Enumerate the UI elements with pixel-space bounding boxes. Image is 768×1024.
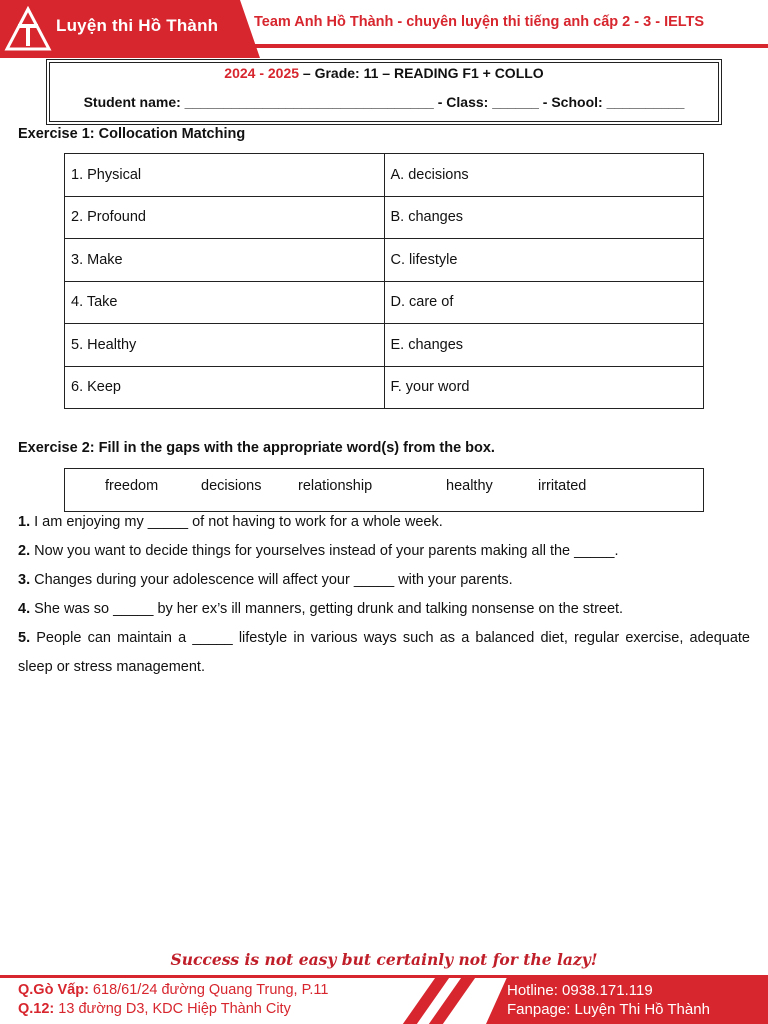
question-text: People can maintain a _____ lifestyle in various ways such as a balanced diet, regular exercise, adequate sleep or stress management. <box>18 630 750 675</box>
question-number: 5. <box>18 630 31 646</box>
table-cell-right: F. your word <box>384 366 704 409</box>
word-bank-box <box>64 468 704 512</box>
table-row <box>65 239 704 282</box>
word-bank-item: relationship <box>298 478 373 494</box>
question-1 <box>18 508 750 537</box>
table-row <box>65 196 704 239</box>
header-banner <box>0 0 768 58</box>
table-cell-right: B. changes <box>384 196 704 239</box>
question-3 <box>18 566 750 595</box>
footer-address-1 <box>18 982 329 998</box>
collocation-matching-table <box>64 153 704 409</box>
word-bank-item: freedom <box>105 478 159 494</box>
worksheet-title-box <box>46 59 722 125</box>
address-text: 13 đường D3, KDC Hiệp Thành City <box>54 1001 291 1017</box>
worksheet-title-text: – Grade: 11 – READING F1 + COLLO <box>299 65 544 81</box>
table-row <box>65 324 704 367</box>
table-row <box>65 281 704 324</box>
question-text: She was so _____ by her ex’s ill manners, getting drunk and talking nonsense on the street. <box>30 601 624 617</box>
table-cell-left: 4. Take <box>65 281 385 324</box>
brand-name: Luyện thi Hồ Thành <box>56 16 219 35</box>
header-divider <box>255 44 768 48</box>
table-cell-left: 3. Make <box>65 239 385 282</box>
address-label: Q.12: <box>18 1001 55 1017</box>
word-bank-item: irritated <box>538 478 587 494</box>
question-text: Now you want to decide things for yourselves instead of your parents making all the _____. <box>30 543 619 559</box>
footer-hotline: Hotline: 0938.171.119 <box>507 982 653 999</box>
table-cell-right: D. care of <box>384 281 704 324</box>
exercise-2-title: Exercise 2: Fill in the gaps with the appropriate word(s) from the box. <box>18 440 495 456</box>
address-text: 618/61/24 đường Quang Trung, P.11 <box>88 982 329 998</box>
header-tagline: Team Anh Hồ Thành - chuyên luyện thi tiếng anh cấp 2 - 3 - IELTS <box>254 14 705 30</box>
table-row <box>65 154 704 197</box>
table-row <box>65 366 704 409</box>
question-text: I am enjoying my _____ of not having to work for a whole week. <box>30 514 443 530</box>
word-bank-item: healthy <box>446 478 493 494</box>
footer-address-2 <box>18 1001 291 1017</box>
footer-fanpage: Fanpage: Luyện Thi Hồ Thành <box>507 1001 710 1018</box>
table-cell-left: 2. Profound <box>65 196 385 239</box>
school-year: 2024 - 2025 <box>224 65 300 81</box>
exercise-1-title: Exercise 1: Collocation Matching <box>18 126 246 142</box>
worksheet-title <box>47 65 721 81</box>
question-2 <box>18 537 750 566</box>
brand-logo-icon <box>4 6 52 52</box>
table-cell-right: C. lifestyle <box>384 239 704 282</box>
question-number: 2. <box>18 543 31 559</box>
question-number: 4. <box>18 601 31 617</box>
table-cell-left: 6. Keep <box>65 366 385 409</box>
question-number: 1. <box>18 514 31 530</box>
student-info-line: Student name: ________________________________ - Class: ______ - School: __________ <box>83 94 685 110</box>
question-text: Changes during your adolescence will affect your _____ with your parents. <box>30 572 513 588</box>
table-cell-left: 5. Healthy <box>65 324 385 367</box>
footer-slogan: Success is not easy but certainly not for the lazy! <box>170 950 598 969</box>
question-5 <box>18 624 750 682</box>
table-cell-right: E. changes <box>384 324 704 367</box>
question-number: 3. <box>18 572 31 588</box>
word-bank-item: decisions <box>201 478 262 494</box>
question-4 <box>18 595 750 624</box>
address-label: Q.Gò Vấp: <box>18 982 89 998</box>
table-cell-right: A. decisions <box>384 154 704 197</box>
table-cell-left: 1. Physical <box>65 154 385 197</box>
